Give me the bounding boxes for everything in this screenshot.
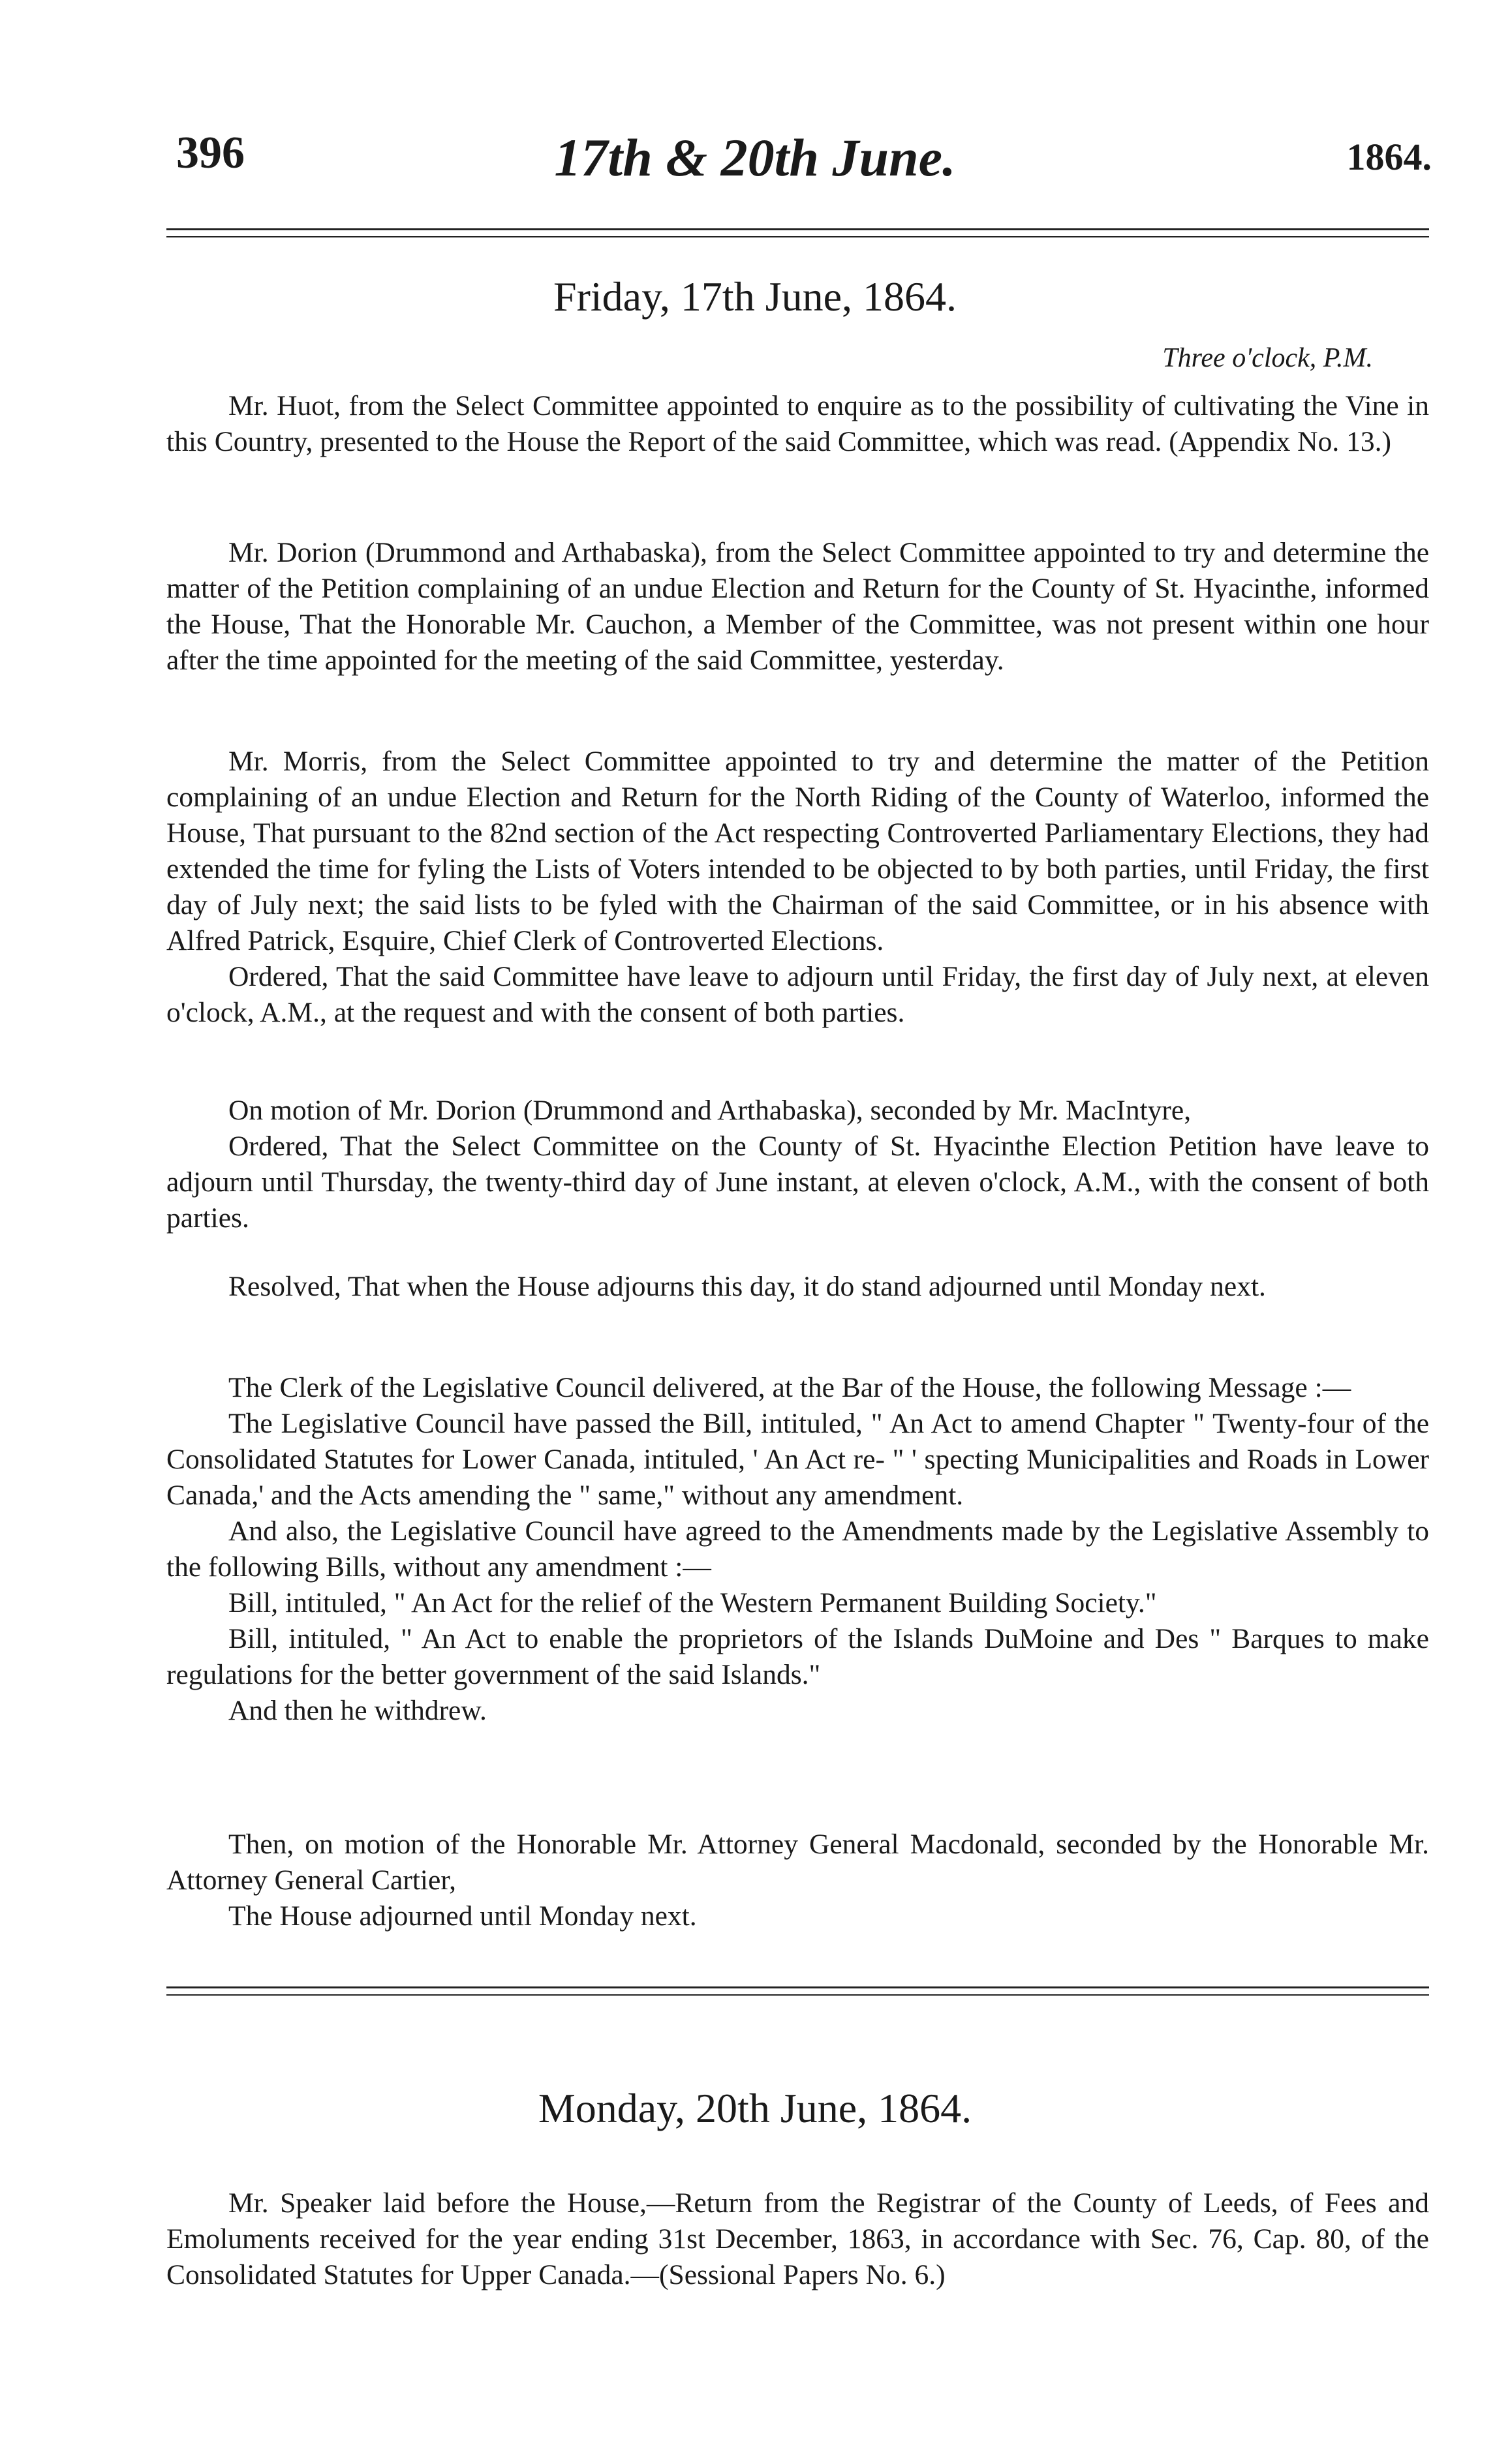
paragraph: And also, the Legislative Council have agreed to the Amendments made by the Legislative Assembly to the following Bills, without any amendment :— <box>166 1515 1429 1583</box>
paragraph: And then he withdrew. <box>228 1695 487 1726</box>
para-speaker-return <box>166 2185 1429 2293</box>
paragraph: The Clerk of the Legislative Council delivered, at the Bar of the House, the following Message :— <box>228 1372 1351 1403</box>
running-year: 1864. <box>1346 136 1432 178</box>
para-resolved <box>166 1269 1429 1305</box>
paragraph: Mr. Dorion (Drummond and Arthabaska), from the Select Committee appointed to try and determine the matter of the Petition complaining of an undue Election and Return for the County of St. Hyacinthe, informed the House, That the Honorable Mr. Cauchon, a Member of the Committee, was not present within one hour after the time appointed for the meeting of the said Committee, yesterday. <box>166 537 1429 676</box>
paragraph: Then, on motion of the Honorable Mr. Attorney General Macdonald, seconded by the Honorable Mr. Attorney General Cartier, <box>166 1829 1429 1896</box>
paragraph: The House adjourned until Monday next. <box>228 1900 697 1932</box>
running-header <box>0 127 1510 199</box>
paragraph: Bill, intituled, " An Act to enable the proprietors of the Islands DuMoine and Des " Barques to make regulations for the better government of the said Islands." <box>166 1623 1429 1690</box>
running-title: 17th & 20th June. <box>554 128 956 187</box>
paragraph: Mr. Morris, from the Select Committee appointed to try and determine the matter of the Petition complaining of an undue Election and Return for the North Riding of the County of Waterloo, informed the House, That pursuant to the 82nd section of the Act respecting Controverted Parliamentary Elections, they had extended the time for fyling the Lists of Voters intended to be objected to by both parties, until Friday, the first day of July next; the said lists to be fyled with the Chairman of the said Committee, or in his absence with Alfred Patrick, Esquire, Chief Clerk of Controverted Elections. <box>166 746 1429 956</box>
para-council-message <box>166 1370 1429 1729</box>
friday-heading: Friday, 17th June, 1864. <box>553 273 957 320</box>
header-rule-bottom <box>166 236 1429 237</box>
para-dorion-motion <box>166 1093 1429 1236</box>
paragraph: Ordered, That the Select Committee on the County of St. Hyacinthe Election Petition have leave to adjourn until Thursday, the twenty-third day of June instant, at eleven o'clock, A.M., with the consent of both parties. <box>166 1131 1429 1234</box>
page-number: 396 <box>176 128 245 178</box>
paragraph: Ordered, That the said Committee have leave to adjourn until Friday, the first day of July next, at eleven o'clock, A.M., at the request and with the consent of both parties. <box>166 961 1429 1028</box>
para-dorion-report <box>166 535 1429 678</box>
para-morris-report <box>166 744 1429 1031</box>
paragraph: Bill, intituled, " An Act for the relief of the Western Permanent Building Society." <box>228 1587 1157 1619</box>
para-adjournment <box>166 1827 1429 1934</box>
paragraph: Mr. Speaker laid before the House,—Return from the Registrar of the County of Leeds, of Fees and Emoluments received for the year ending 31st December, 1863, in accordance with Sec. 76, Cap. 80, of the Consolidated Statutes for Upper Canada.—(Sessional Papers No. 6.) <box>166 2187 1429 2290</box>
para-huot <box>166 388 1429 460</box>
section-rule-bottom <box>166 1994 1429 1996</box>
sitting-time: Three o'clock, P.M. <box>1162 343 1373 373</box>
paragraph: Resolved, That when the House adjourns this day, it do stand adjourned until Monday next. <box>228 1271 1266 1302</box>
monday-heading: Monday, 20th June, 1864. <box>538 2085 972 2131</box>
paragraph: Mr. Huot, from the Select Committee appointed to enquire as to the possibility of cultivating the Vine in this Country, presented to the House the Report of the said Committee, which was read. (Appendix No. 13.) <box>166 390 1429 457</box>
header-rule-top <box>166 228 1429 230</box>
paragraph: The Legislative Council have passed the Bill, intituled, " An Act to amend Chapter " Twenty-four of the Consolidated Statutes for Lower Canada, intituled, ' An Act re- " ' specting Municipalities and Roads in Lower Canada,' and the Acts amending the " same," without any amendment. <box>166 1408 1429 1511</box>
section-rule-top <box>166 1986 1429 1988</box>
paragraph: On motion of Mr. Dorion (Drummond and Arthabaska), seconded by Mr. MacIntyre, <box>228 1095 1192 1126</box>
